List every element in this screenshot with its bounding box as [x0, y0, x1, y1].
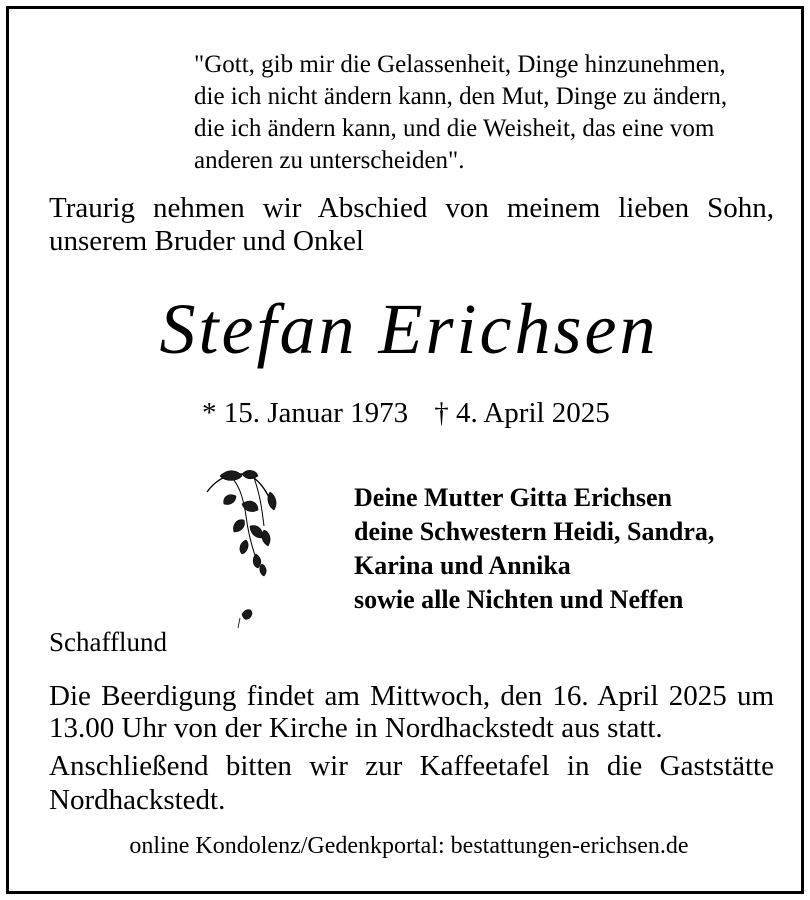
family-line: Deine Mutter Gitta Erichsen	[354, 483, 672, 512]
online-condolence: online Kondolenz/Gedenkportal: bestattungen-erichsen.de	[129, 833, 689, 859]
obituary-notice	[6, 6, 804, 894]
death-date: † 4. April 2025	[434, 397, 610, 429]
intro-text: Traurig nehmen wir Abschied von meinem lieben Sohn, unserem Bruder und Onkel	[49, 192, 774, 257]
quote-line: anderen zu unterscheiden".	[194, 147, 465, 174]
family-line: deine Schwestern Heidi, Sandra,	[354, 517, 715, 546]
family-line: Karina und Annika	[354, 551, 571, 580]
family-signatures	[354, 481, 714, 617]
serenity-quote	[194, 49, 784, 177]
quote-line: "Gott, gib mir die Gelassenheit, Dinge hinzunehmen,	[194, 51, 726, 78]
quote-line: die ich nicht ändern kann, den Mut, Dinge zu ändern,	[194, 83, 728, 110]
quote-line: die ich ändern kann, und die Weisheit, das eine vom	[194, 115, 715, 142]
deceased-name: Stefan Erichsen	[159, 289, 659, 369]
funeral-details: Die Beerdigung findet am Mittwoch, den 16. April 2025 um 13.00 Uhr von der Kirche in Nordhackstedt aus statt.	[49, 680, 774, 744]
place-name: Schafflund	[49, 627, 167, 657]
family-line: sowie alle Nichten und Neffen	[354, 585, 684, 614]
reception-details: Anschließend bitten wir zur Kaffeetafel in die Gaststätte Nordhackstedt.	[49, 750, 774, 816]
life-dates	[202, 395, 610, 431]
birth-date: * 15. Januar 1973	[202, 397, 409, 429]
leaf-branch-icon	[202, 464, 292, 644]
